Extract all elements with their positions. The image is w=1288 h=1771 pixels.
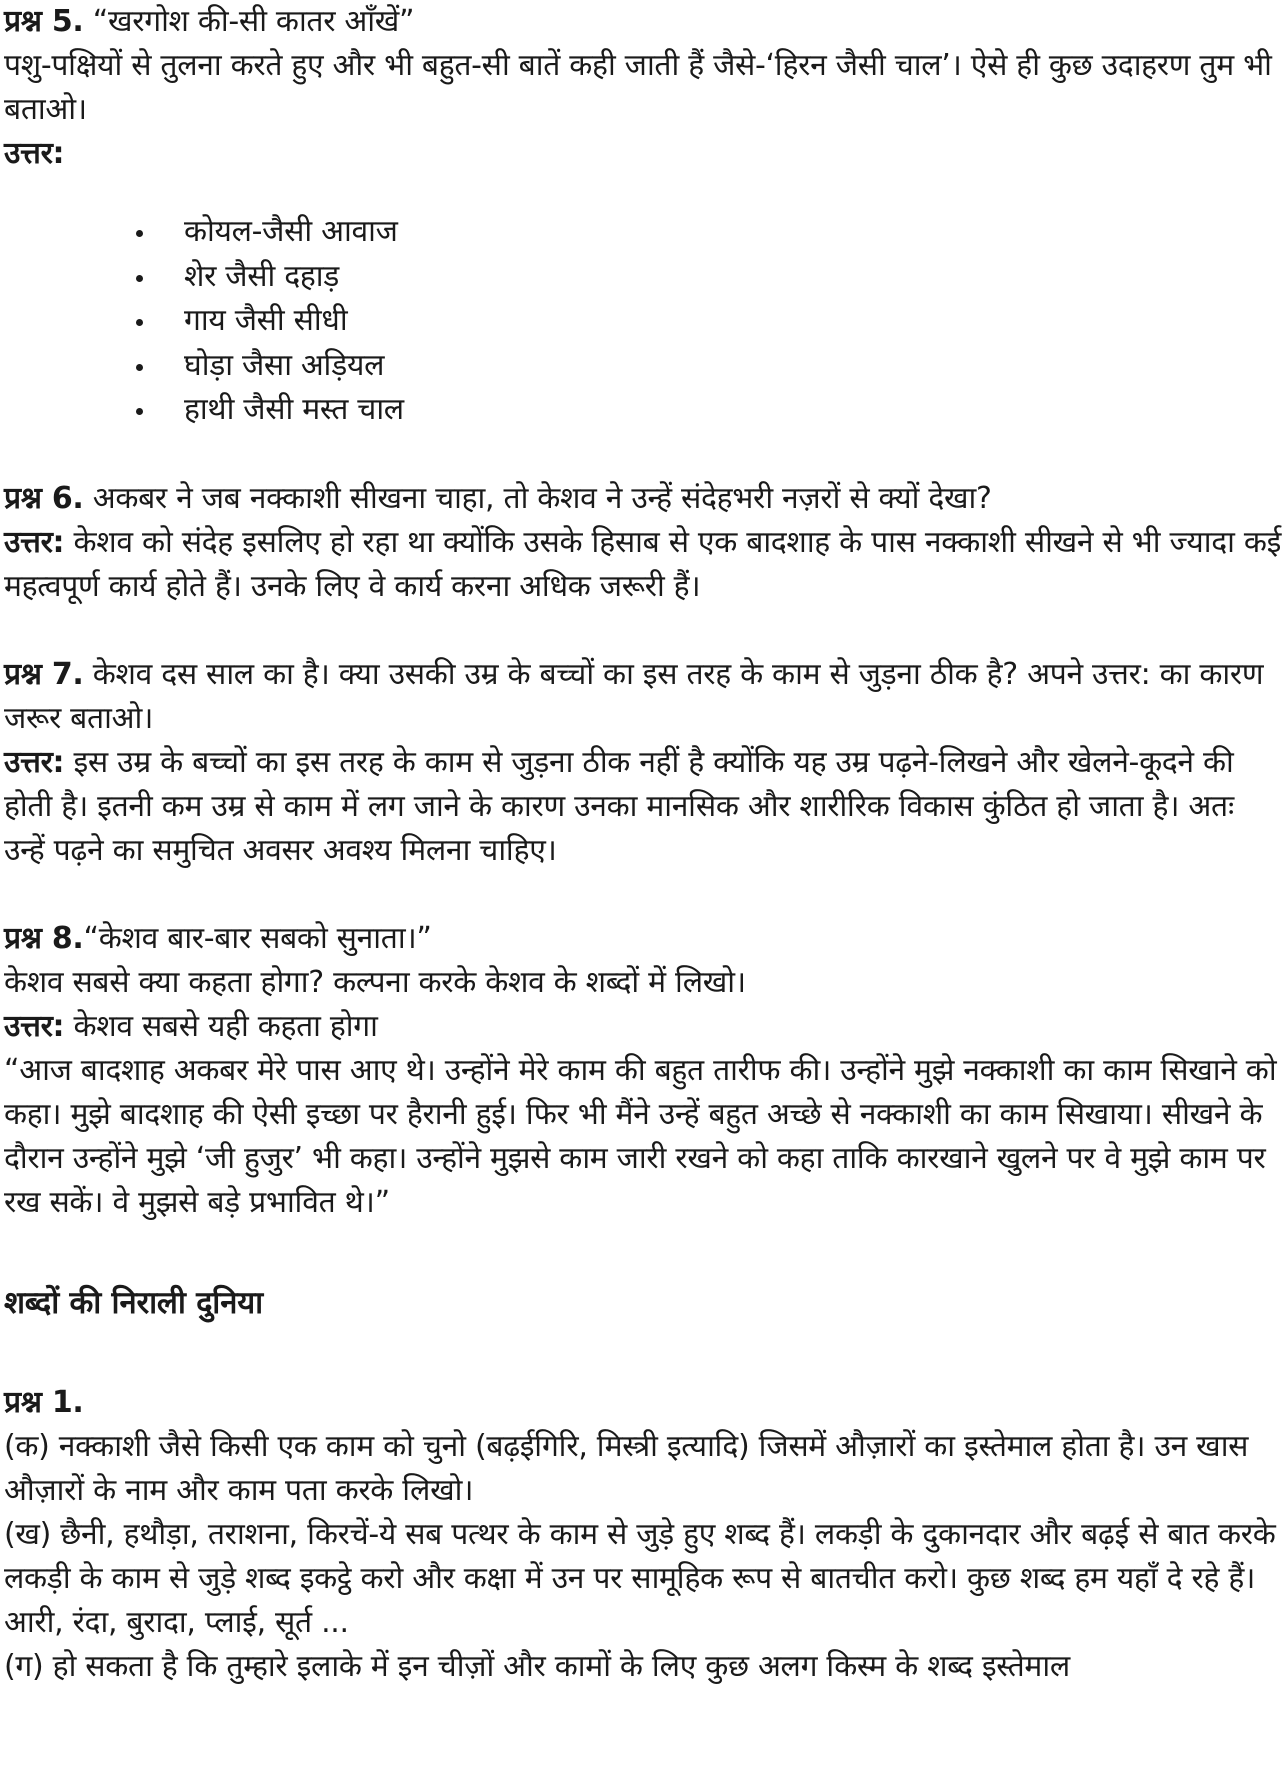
spacer [4, 1225, 1282, 1281]
q6-question [4, 477, 1282, 521]
q5-question [4, 0, 1282, 44]
q6-answer-text: केशव को संदेह इसलिए हो रहा था क्योंकि उसके हिसाब से एक बादशाह के पास नक्काशी सीखने से भी ज्यादा कई महत्वपूर्ण कार्य होते हैं। उनके लिए वे कार्य करना अधिक जरूरी हैं। [4, 524, 1281, 604]
list-item: कोयल-जैसी आवाज [134, 210, 1282, 255]
q7-text: केशव दस साल का है। क्या उसकी उम्र के बच्चों का इस तरह के काम से जुड़ना ठीक है? अपने उत्तर: का कारण जरूर बताओ। [4, 656, 1264, 736]
list-item: शेर जैसी दहाड़ [134, 255, 1282, 300]
s1-words: आरी, रंदा, बुरादा, प्लाई, सूर्त ... [4, 1604, 349, 1640]
q8-answer-label: उत्तर: [4, 1008, 65, 1044]
s1-part-b: (ख) छैनी, हथौड़ा, तराशना, किरचें-ये सब पत्थर के काम से जुड़े हुए शब्द हैं। लकड़ी के दुकानदार और बढ़ई से बात करके लकड़ी के काम से जुड़े शब्द इकट्ठे करो और कक्षा में उन पर सामूहिक रूप से बातचीत करो। कुछ शब्द हम यहाँ दे रहे हैं। [4, 1516, 1276, 1596]
q5-answer-label: उत्तर: [4, 136, 65, 171]
q6-answer [4, 521, 1282, 609]
q8-question [4, 917, 1282, 961]
q8-quote: “केशव बार-बार सबको सुनाता।” [83, 920, 432, 956]
s1-label: प्रश्न 1. [4, 1384, 84, 1420]
q7-question [4, 653, 1282, 741]
q7-label: प्रश्न 7. [4, 656, 84, 692]
q8-answer-intro-line [4, 1005, 1282, 1049]
q7-answer [4, 741, 1282, 873]
q8-answer-intro: केशव सबसे यही कहता होगा [64, 1008, 378, 1044]
s1-part-c: (ग) हो सकता है कि तुम्हारे इलाके में इन चीज़ों और कामों के लिए कुछ अलग किस्म के शब्द इस्तेमाल [4, 1648, 1070, 1684]
spacer [4, 873, 1282, 917]
q8-answer: “आज बादशाह अकबर मेरे पास आए थे। उन्होंने मेरे काम की बहुत तारीफ की। उन्होंने मुझे नक्काशी का काम सिखाने को कहा। मुझे बादशाह की ऐसी इच्छा पर हैरानी हुई। फिर भी मैंने उन्हें बहुत अच्छे से नक्काशी का काम सिखाया। सीखने के दौरान उन्होंने मुझे ‘जी हुजुर’ भी कहा। उन्होंने मुझसे काम जारी रखने को कहा ताकि कारखाने खुलने पर वे मुझे काम पर रख सकें। वे मुझसे बड़े प्रभावित थे।” [4, 1052, 1277, 1220]
spacer [4, 609, 1282, 653]
q5-answer-label-line [4, 132, 1282, 176]
spacer [4, 1325, 1282, 1381]
q8-text: केशव सबसे क्या कहता होगा? कल्पना करके केशव के शब्दों में लिखो। [4, 964, 746, 1000]
list-item: घोड़ा जैसा अड़ियल [134, 344, 1282, 389]
q5-quote: “खरगोश की-सी कातर आँखें” [83, 4, 415, 39]
section-heading: शब्दों की निराली दुनिया [4, 1284, 263, 1321]
q6-label: प्रश्न 6. [4, 480, 84, 516]
q7-answer-text: इस उम्र के बच्चों का इस तरह के काम से जुड़ना ठीक नहीं है क्योंकि यह उम्र पढ़ने-लिखने और खेलने-कूदने की होती है। इतनी कम उम्र से काम में लग जाने के कारण उनका मानसिक और शारीरिक विकास कुंठित हो जाता है। अतः उन्हें पढ़ने का समुचित अवसर अवश्य मिलना चाहिए। [4, 744, 1234, 868]
spacer [4, 433, 1282, 477]
list-item: हाथी जैसी मस्त चाल [134, 388, 1282, 433]
list-item: गाय जैसी सीधी [134, 299, 1282, 344]
q5-examples-list [4, 210, 1282, 433]
q7-answer-label: उत्तर: [4, 744, 65, 780]
s1-part-a: (क) नक्काशी जैसे किसी एक काम को चुनो (बढ़ईगिरि, मिस्त्री इत्यादि) जिसमें औज़ारों का इस्तेमाल होता है। उन खास औज़ारों के नाम और काम पता करके लिखो। [4, 1428, 1249, 1508]
q5-text: पशु-पक्षियों से तुलना करते हुए और भी बहुत-सी बातें कही जाती हैं जैसे-‘हिरन जैसी चाल’। ऐसे ही कुछ उदाहरण तुम भी बताओ। [4, 48, 1272, 127]
q8-label: प्रश्न 8. [4, 920, 84, 956]
q6-answer-label: उत्तर: [4, 524, 65, 560]
q6-text: अकबर ने जब नक्काशी सीखना चाहा, तो केशव ने उन्हें संदेहभरी नज़रों से क्यों देखा? [83, 480, 992, 516]
s1-question-line [4, 1381, 1282, 1425]
q5-label: प्रश्न 5. [4, 4, 84, 39]
